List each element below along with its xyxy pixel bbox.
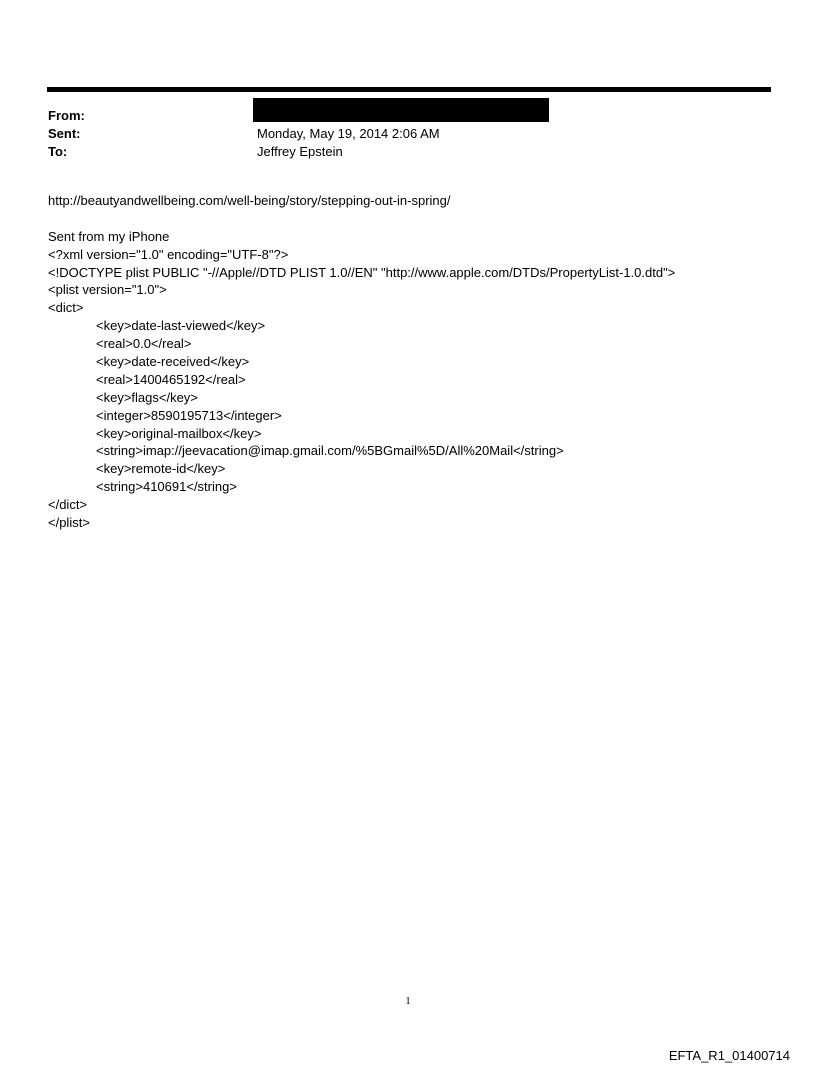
email-body <box>48 192 788 532</box>
dict-entry-line: <key>flags</key> <box>96 389 198 405</box>
doctype-line: <!DOCTYPE plist PUBLIC "-//Apple//DTD PLIST 1.0//EN" "http://www.apple.com/DTDs/PropertyList-1.0.dtd"> <box>48 264 676 280</box>
to-label: To: <box>48 144 68 159</box>
plist-close-line: </plist> <box>48 515 90 531</box>
page-number: 1 <box>405 995 411 1007</box>
dict-entry-line: <string>imap://jeevacation@imap.gmail.com/%5BGmail%5D/All%20Mail</string> <box>96 443 564 459</box>
dict-entry-line: <real>0.0</real> <box>96 336 192 352</box>
dict-entry-line: <key>original-mailbox</key> <box>96 425 262 441</box>
dict-entry-line: <key>date-received</key> <box>96 354 250 370</box>
xml-declaration: <?xml version="1.0" encoding="UTF-8"?> <box>48 246 289 262</box>
sent-label: Sent: <box>48 126 81 141</box>
dict-entry-line: <real>1400465192</real> <box>96 371 246 387</box>
dict-open-line: <dict> <box>48 300 84 316</box>
sent-value: Monday, May 19, 2014 2:06 AM <box>257 126 440 141</box>
dict-entry-line: <string>410691</string> <box>96 479 237 495</box>
dict-entry-line: <key>remote-id</key> <box>96 461 226 477</box>
dict-entry-line: <key>date-last-viewed</key> <box>96 318 266 334</box>
dict-entry-line: <integer>8590195713</integer> <box>96 407 282 423</box>
signature-line: Sent from my iPhone <box>48 228 170 244</box>
header-rule <box>47 87 771 92</box>
blank-line <box>48 210 788 228</box>
dict-close-line: </dict> <box>48 497 88 513</box>
from-label: From: <box>48 108 85 123</box>
plist-open-line: <plist version="1.0"> <box>48 282 167 298</box>
redaction-bar <box>253 98 549 122</box>
to-value: Jeffrey Epstein <box>257 144 343 159</box>
document-id: EFTA_R1_01400714 <box>668 1048 790 1063</box>
body-link[interactable]: http://beautyandwellbeing.com/well-being/story/stepping-out-in-spring/ <box>48 193 451 208</box>
